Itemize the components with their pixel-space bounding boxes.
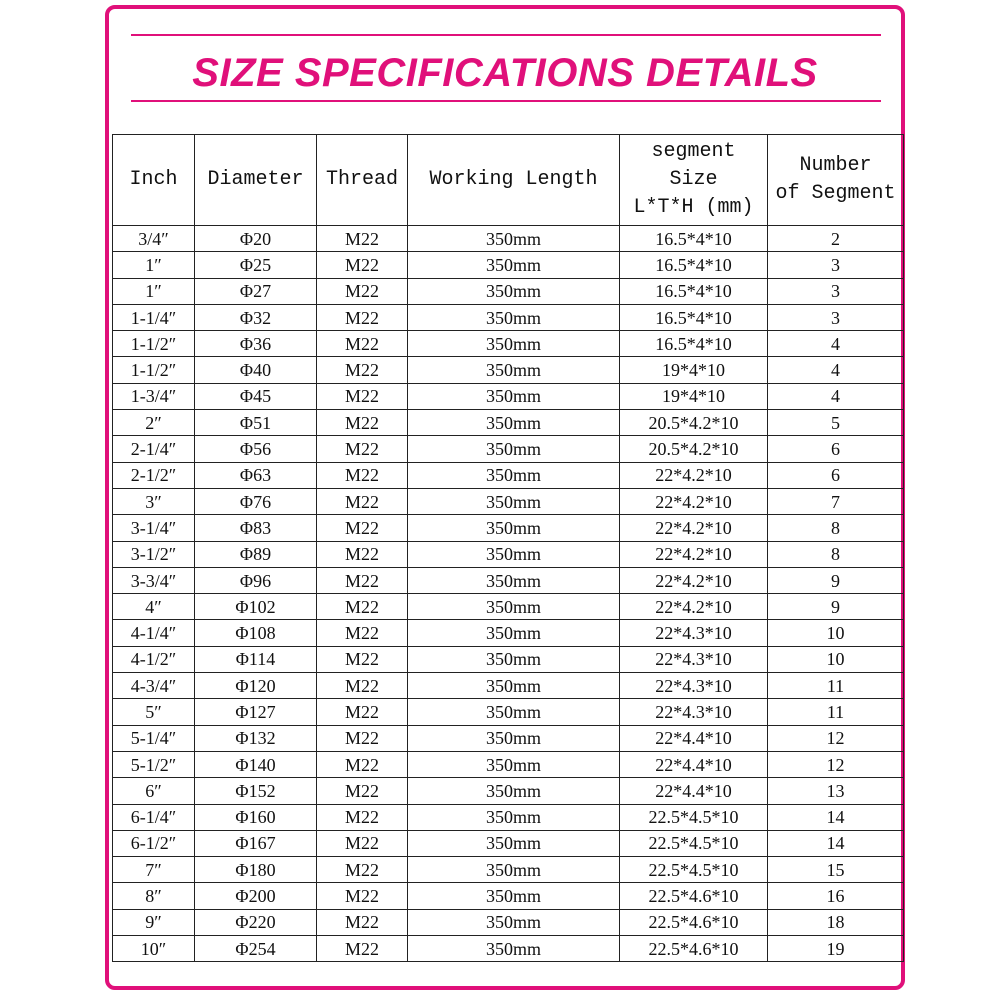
cell-thread: M22	[317, 673, 408, 699]
cell-thread: M22	[317, 383, 408, 409]
cell-thread: M22	[317, 436, 408, 462]
cell-working-length: 350mm	[408, 620, 620, 646]
cell-segment-size: 19*4*10	[620, 383, 768, 409]
cell-inch: 5″	[113, 699, 195, 725]
cell-working-length: 350mm	[408, 751, 620, 777]
cell-diameter: Φ167	[195, 830, 317, 856]
cell-inch: 7″	[113, 857, 195, 883]
cell-inch: 6″	[113, 778, 195, 804]
cell-inch: 5-1/4″	[113, 725, 195, 751]
cell-thread: M22	[317, 936, 408, 962]
table-row	[113, 278, 904, 304]
cell-working-length: 350mm	[408, 646, 620, 672]
cell-diameter: Φ76	[195, 488, 317, 514]
cell-inch: 1-1/2″	[113, 331, 195, 357]
cell-number-of-segment: 7	[768, 488, 904, 514]
cell-diameter: Φ220	[195, 909, 317, 935]
cell-working-length: 350mm	[408, 357, 620, 383]
cell-thread: M22	[317, 620, 408, 646]
cell-diameter: Φ140	[195, 751, 317, 777]
cell-segment-size: 20.5*4.2*10	[620, 410, 768, 436]
cell-working-length: 350mm	[408, 436, 620, 462]
cell-number-of-segment: 8	[768, 541, 904, 567]
table-row	[113, 620, 904, 646]
cell-segment-size: 22.5*4.5*10	[620, 830, 768, 856]
cell-segment-size: 22*4.4*10	[620, 778, 768, 804]
page-title: SIZE SPECIFICATIONS DETAILS	[192, 51, 818, 95]
table-row	[113, 936, 904, 962]
cell-working-length: 350mm	[408, 857, 620, 883]
cell-thread: M22	[317, 410, 408, 436]
cell-working-length: 350mm	[408, 673, 620, 699]
cell-inch: 6-1/4″	[113, 804, 195, 830]
cell-number-of-segment: 14	[768, 804, 904, 830]
cell-diameter: Φ254	[195, 936, 317, 962]
cell-segment-size: 22*4.2*10	[620, 488, 768, 514]
cell-number-of-segment: 18	[768, 909, 904, 935]
cell-thread: M22	[317, 857, 408, 883]
cell-working-length: 350mm	[408, 804, 620, 830]
cell-thread: M22	[317, 804, 408, 830]
cell-diameter: Φ40	[195, 357, 317, 383]
cell-working-length: 350mm	[408, 462, 620, 488]
table-row	[113, 673, 904, 699]
cell-inch: 10″	[113, 936, 195, 962]
cell-working-length: 350mm	[408, 725, 620, 751]
cell-working-length: 350mm	[408, 541, 620, 567]
table-body	[113, 226, 904, 962]
table-row	[113, 488, 904, 514]
cell-thread: M22	[317, 515, 408, 541]
cell-diameter: Φ89	[195, 541, 317, 567]
cell-segment-size: 22*4.3*10	[620, 673, 768, 699]
cell-inch: 9″	[113, 909, 195, 935]
cell-working-length: 350mm	[408, 252, 620, 278]
cell-number-of-segment: 3	[768, 304, 904, 330]
cell-segment-size: 22*4.2*10	[620, 567, 768, 593]
cell-diameter: Φ63	[195, 462, 317, 488]
cell-thread: M22	[317, 541, 408, 567]
cell-thread: M22	[317, 909, 408, 935]
cell-number-of-segment: 13	[768, 778, 904, 804]
cell-number-of-segment: 16	[768, 883, 904, 909]
cell-number-of-segment: 15	[768, 857, 904, 883]
table-row	[113, 751, 904, 777]
cell-diameter: Φ152	[195, 778, 317, 804]
cell-diameter: Φ83	[195, 515, 317, 541]
cell-number-of-segment: 10	[768, 620, 904, 646]
cell-diameter: Φ36	[195, 331, 317, 357]
cell-working-length: 350mm	[408, 278, 620, 304]
cell-segment-size: 22*4.2*10	[620, 541, 768, 567]
table-row	[113, 541, 904, 567]
cell-thread: M22	[317, 778, 408, 804]
cell-thread: M22	[317, 488, 408, 514]
cell-diameter: Φ132	[195, 725, 317, 751]
cell-number-of-segment: 11	[768, 699, 904, 725]
cell-thread: M22	[317, 304, 408, 330]
cell-thread: M22	[317, 594, 408, 620]
table-row	[113, 830, 904, 856]
table-row	[113, 778, 904, 804]
cell-working-length: 350mm	[408, 909, 620, 935]
cell-segment-size: 16.5*4*10	[620, 252, 768, 278]
cell-diameter: Φ102	[195, 594, 317, 620]
cell-inch: 4-3/4″	[113, 673, 195, 699]
table-row	[113, 436, 904, 462]
cell-thread: M22	[317, 699, 408, 725]
cell-number-of-segment: 11	[768, 673, 904, 699]
table-row	[113, 410, 904, 436]
cell-segment-size: 22*4.4*10	[620, 751, 768, 777]
cell-segment-size: 22.5*4.5*10	[620, 804, 768, 830]
cell-number-of-segment: 6	[768, 436, 904, 462]
cell-number-of-segment: 4	[768, 383, 904, 409]
cell-segment-size: 22.5*4.6*10	[620, 909, 768, 935]
cell-inch: 8″	[113, 883, 195, 909]
cell-inch: 2-1/2″	[113, 462, 195, 488]
table-row	[113, 646, 904, 672]
cell-thread: M22	[317, 331, 408, 357]
table-row	[113, 226, 904, 252]
cell-diameter: Φ127	[195, 699, 317, 725]
cell-diameter: Φ51	[195, 410, 317, 436]
table-row	[113, 725, 904, 751]
cell-inch: 6-1/2″	[113, 830, 195, 856]
table-row	[113, 567, 904, 593]
cell-working-length: 350mm	[408, 410, 620, 436]
cell-working-length: 350mm	[408, 567, 620, 593]
cell-inch: 3/4″	[113, 226, 195, 252]
cell-number-of-segment: 10	[768, 646, 904, 672]
cell-thread: M22	[317, 883, 408, 909]
spec-sheet-frame	[105, 5, 905, 990]
cell-number-of-segment: 8	[768, 515, 904, 541]
cell-working-length: 350mm	[408, 594, 620, 620]
size-spec-table	[112, 134, 904, 962]
table-header-row	[113, 135, 904, 226]
cell-number-of-segment: 6	[768, 462, 904, 488]
cell-working-length: 350mm	[408, 778, 620, 804]
cell-inch: 3″	[113, 488, 195, 514]
header-segment-size: segment Size L*T*H (mm)	[620, 135, 768, 226]
cell-number-of-segment: 12	[768, 751, 904, 777]
cell-segment-size: 22*4.3*10	[620, 646, 768, 672]
cell-working-length: 350mm	[408, 883, 620, 909]
cell-segment-size: 22.5*4.6*10	[620, 936, 768, 962]
cell-number-of-segment: 14	[768, 830, 904, 856]
cell-inch: 1″	[113, 278, 195, 304]
header-diameter: Diameter	[195, 135, 317, 226]
header-number-of-segment: Number of Segment	[768, 135, 904, 226]
table-row	[113, 515, 904, 541]
title-rule-top	[131, 34, 881, 36]
cell-diameter: Φ32	[195, 304, 317, 330]
header-working-length: Working Length	[408, 135, 620, 226]
cell-number-of-segment: 4	[768, 331, 904, 357]
table-row	[113, 857, 904, 883]
header-thread: Thread	[317, 135, 408, 226]
cell-thread: M22	[317, 830, 408, 856]
table-row	[113, 699, 904, 725]
table-row	[113, 357, 904, 383]
cell-segment-size: 16.5*4*10	[620, 304, 768, 330]
table-row	[113, 304, 904, 330]
cell-number-of-segment: 19	[768, 936, 904, 962]
cell-number-of-segment: 3	[768, 252, 904, 278]
cell-segment-size: 20.5*4.2*10	[620, 436, 768, 462]
cell-segment-size: 22*4.3*10	[620, 620, 768, 646]
table-row	[113, 383, 904, 409]
cell-segment-size: 22*4.4*10	[620, 725, 768, 751]
cell-thread: M22	[317, 226, 408, 252]
cell-inch: 2-1/4″	[113, 436, 195, 462]
cell-segment-size: 22.5*4.5*10	[620, 857, 768, 883]
cell-inch: 2″	[113, 410, 195, 436]
cell-number-of-segment: 9	[768, 567, 904, 593]
cell-working-length: 350mm	[408, 226, 620, 252]
cell-thread: M22	[317, 751, 408, 777]
cell-working-length: 350mm	[408, 488, 620, 514]
cell-working-length: 350mm	[408, 383, 620, 409]
cell-thread: M22	[317, 278, 408, 304]
cell-segment-size: 22*4.3*10	[620, 699, 768, 725]
cell-diameter: Φ25	[195, 252, 317, 278]
cell-diameter: Φ200	[195, 883, 317, 909]
cell-thread: M22	[317, 252, 408, 278]
table-row	[113, 252, 904, 278]
cell-segment-size: 19*4*10	[620, 357, 768, 383]
table-row	[113, 909, 904, 935]
cell-diameter: Φ114	[195, 646, 317, 672]
cell-segment-size: 16.5*4*10	[620, 226, 768, 252]
cell-inch: 4-1/4″	[113, 620, 195, 646]
cell-inch: 1-1/4″	[113, 304, 195, 330]
cell-inch: 1-3/4″	[113, 383, 195, 409]
cell-diameter: Φ180	[195, 857, 317, 883]
table-row	[113, 594, 904, 620]
cell-number-of-segment: 5	[768, 410, 904, 436]
table-row	[113, 331, 904, 357]
cell-number-of-segment: 12	[768, 725, 904, 751]
cell-inch: 5-1/2″	[113, 751, 195, 777]
cell-thread: M22	[317, 725, 408, 751]
cell-working-length: 350mm	[408, 936, 620, 962]
cell-segment-size: 16.5*4*10	[620, 278, 768, 304]
header-inch: Inch	[113, 135, 195, 226]
cell-segment-size: 22*4.2*10	[620, 594, 768, 620]
cell-segment-size: 22*4.2*10	[620, 462, 768, 488]
cell-number-of-segment: 4	[768, 357, 904, 383]
cell-diameter: Φ108	[195, 620, 317, 646]
cell-inch: 1″	[113, 252, 195, 278]
table-row	[113, 804, 904, 830]
cell-inch: 4″	[113, 594, 195, 620]
cell-diameter: Φ120	[195, 673, 317, 699]
cell-working-length: 350mm	[408, 331, 620, 357]
cell-working-length: 350mm	[408, 304, 620, 330]
cell-segment-size: 22*4.2*10	[620, 515, 768, 541]
cell-diameter: Φ96	[195, 567, 317, 593]
cell-working-length: 350mm	[408, 699, 620, 725]
cell-thread: M22	[317, 462, 408, 488]
cell-thread: M22	[317, 357, 408, 383]
title-rule-bottom	[131, 100, 881, 102]
cell-diameter: Φ20	[195, 226, 317, 252]
cell-thread: M22	[317, 567, 408, 593]
cell-inch: 3-3/4″	[113, 567, 195, 593]
cell-segment-size: 16.5*4*10	[620, 331, 768, 357]
cell-inch: 3-1/4″	[113, 515, 195, 541]
cell-diameter: Φ27	[195, 278, 317, 304]
cell-diameter: Φ56	[195, 436, 317, 462]
cell-diameter: Φ45	[195, 383, 317, 409]
cell-diameter: Φ160	[195, 804, 317, 830]
cell-number-of-segment: 9	[768, 594, 904, 620]
cell-segment-size: 22.5*4.6*10	[620, 883, 768, 909]
cell-number-of-segment: 2	[768, 226, 904, 252]
cell-working-length: 350mm	[408, 515, 620, 541]
cell-number-of-segment: 3	[768, 278, 904, 304]
cell-inch: 1-1/2″	[113, 357, 195, 383]
title-banner	[109, 9, 901, 133]
cell-thread: M22	[317, 646, 408, 672]
table-row	[113, 462, 904, 488]
cell-inch: 3-1/2″	[113, 541, 195, 567]
cell-working-length: 350mm	[408, 830, 620, 856]
cell-inch: 4-1/2″	[113, 646, 195, 672]
table-row	[113, 883, 904, 909]
